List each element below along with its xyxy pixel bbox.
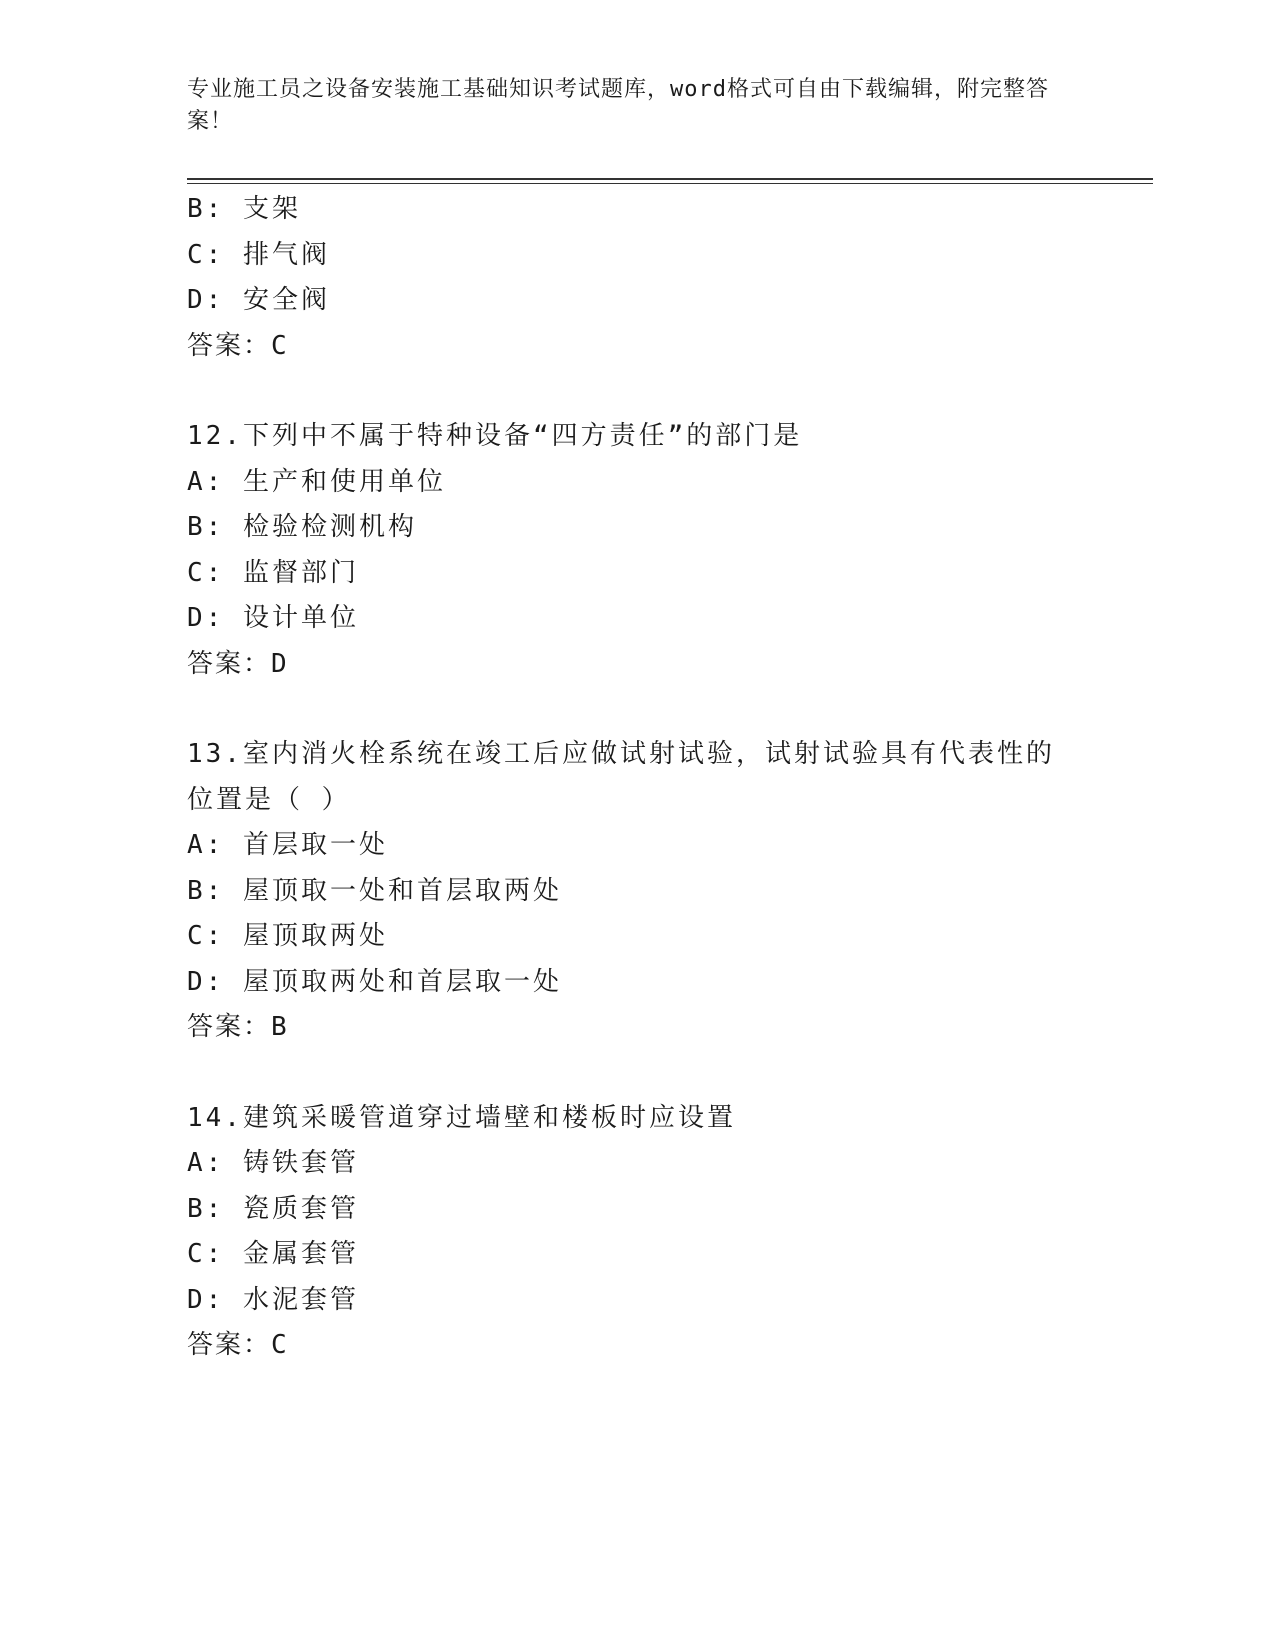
option-text: 首层取一处 <box>242 830 388 860</box>
option-item: A: 铸铁套管 <box>187 1148 359 1178</box>
question-number: 13. <box>187 739 243 769</box>
question-text: 下列中不属于特种设备“四方责任”的部门是 <box>242 421 803 451</box>
question-text: 室内消火栓系统在竣工后应做试射试验，试射试验具有代表性的位置是（ ） <box>187 739 1055 815</box>
option-key: D <box>187 603 206 633</box>
option-item: C: 监督部门 <box>187 557 359 588</box>
option-text: 检验检测机构 <box>242 512 417 542</box>
option-key: C <box>187 921 206 951</box>
option-key: C <box>187 239 206 270</box>
option-item: D: 屋顶取两处和首层取一处 <box>187 966 562 997</box>
option-item: D: 安全阀 <box>187 285 330 315</box>
option-item: B: 支架 <box>187 194 301 224</box>
option-text: 金属套管 <box>242 1239 359 1269</box>
question-title <box>187 732 1067 823</box>
option-text: 屋顶取两处和首层取一处 <box>242 966 562 997</box>
question-13 <box>187 732 1087 1051</box>
option-key: D <box>187 966 206 997</box>
option-key: B <box>187 1193 206 1224</box>
option-key: B <box>187 512 206 542</box>
option-item: D: 水泥套管 <box>187 1284 359 1315</box>
question-number: 12. <box>187 421 243 451</box>
option-item: C: 屋顶取两处 <box>187 921 388 951</box>
question-12 <box>187 414 1087 687</box>
answer-value: C <box>271 1330 288 1360</box>
option-text: 监督部门 <box>242 557 359 588</box>
answer-label: 答案： <box>187 330 272 361</box>
option-text: 屋顶取一处和首层取两处 <box>242 875 562 906</box>
option-item: B: 检验检测机构 <box>187 512 417 542</box>
option-text: 支架 <box>242 194 301 224</box>
option-key: C <box>187 1239 206 1269</box>
option-item: B: 屋顶取一处和首层取两处 <box>187 875 562 906</box>
option-item: A: 首层取一处 <box>187 830 388 860</box>
option-text: 铸铁套管 <box>242 1148 359 1178</box>
option-item: B: 瓷质套管 <box>187 1193 359 1224</box>
option-text: 瓷质套管 <box>242 1193 359 1224</box>
option-text: 排气阀 <box>242 239 330 270</box>
page-header <box>187 74 1067 138</box>
question-title <box>187 414 1067 460</box>
answer-value: D <box>271 648 288 679</box>
option-text: 屋顶取两处 <box>242 921 388 951</box>
option-item: A: 生产和使用单位 <box>187 466 446 497</box>
answer-line <box>187 1005 1087 1051</box>
answer-value: B <box>271 1012 288 1042</box>
header-divider-top <box>187 178 1153 180</box>
answer-label: 答案： <box>187 1012 272 1042</box>
question-title <box>187 1096 1067 1142</box>
option-key: D <box>187 285 206 315</box>
option-item: C: 排气阀 <box>187 239 330 270</box>
answer-label: 答案： <box>187 1330 272 1360</box>
option-key: A <box>187 466 206 497</box>
option-text: 安全阀 <box>242 285 330 315</box>
option-text: 水泥套管 <box>242 1284 359 1315</box>
answer-value: C <box>271 330 288 361</box>
option-item: C: 金属套管 <box>187 1239 359 1269</box>
question-list <box>187 187 1087 1369</box>
answer-line <box>187 1323 1087 1369</box>
option-text: 生产和使用单位 <box>242 466 446 497</box>
option-text: 设计单位 <box>242 603 359 633</box>
answer-label: 答案： <box>187 648 272 679</box>
header-title: 专业施工员之设备安装施工基础知识考试题库，word格式可自由下载编辑，附完整答案！ <box>187 77 1049 134</box>
answer-line <box>187 324 1087 370</box>
option-key: B <box>187 875 206 906</box>
option-key: A <box>187 1148 206 1178</box>
answer-line <box>187 642 1087 688</box>
option-key: A <box>187 830 206 860</box>
question-number: 14. <box>187 1102 243 1133</box>
option-key: D <box>187 1284 206 1315</box>
header-divider-bottom <box>187 183 1153 184</box>
option-item: D: 设计单位 <box>187 603 359 633</box>
question-text: 建筑采暖管道穿过墙壁和楼板时应设置 <box>242 1102 736 1133</box>
question-14 <box>187 1096 1087 1369</box>
option-key: B <box>187 194 206 224</box>
carryover-block <box>187 187 1087 369</box>
option-key: C <box>187 557 206 588</box>
